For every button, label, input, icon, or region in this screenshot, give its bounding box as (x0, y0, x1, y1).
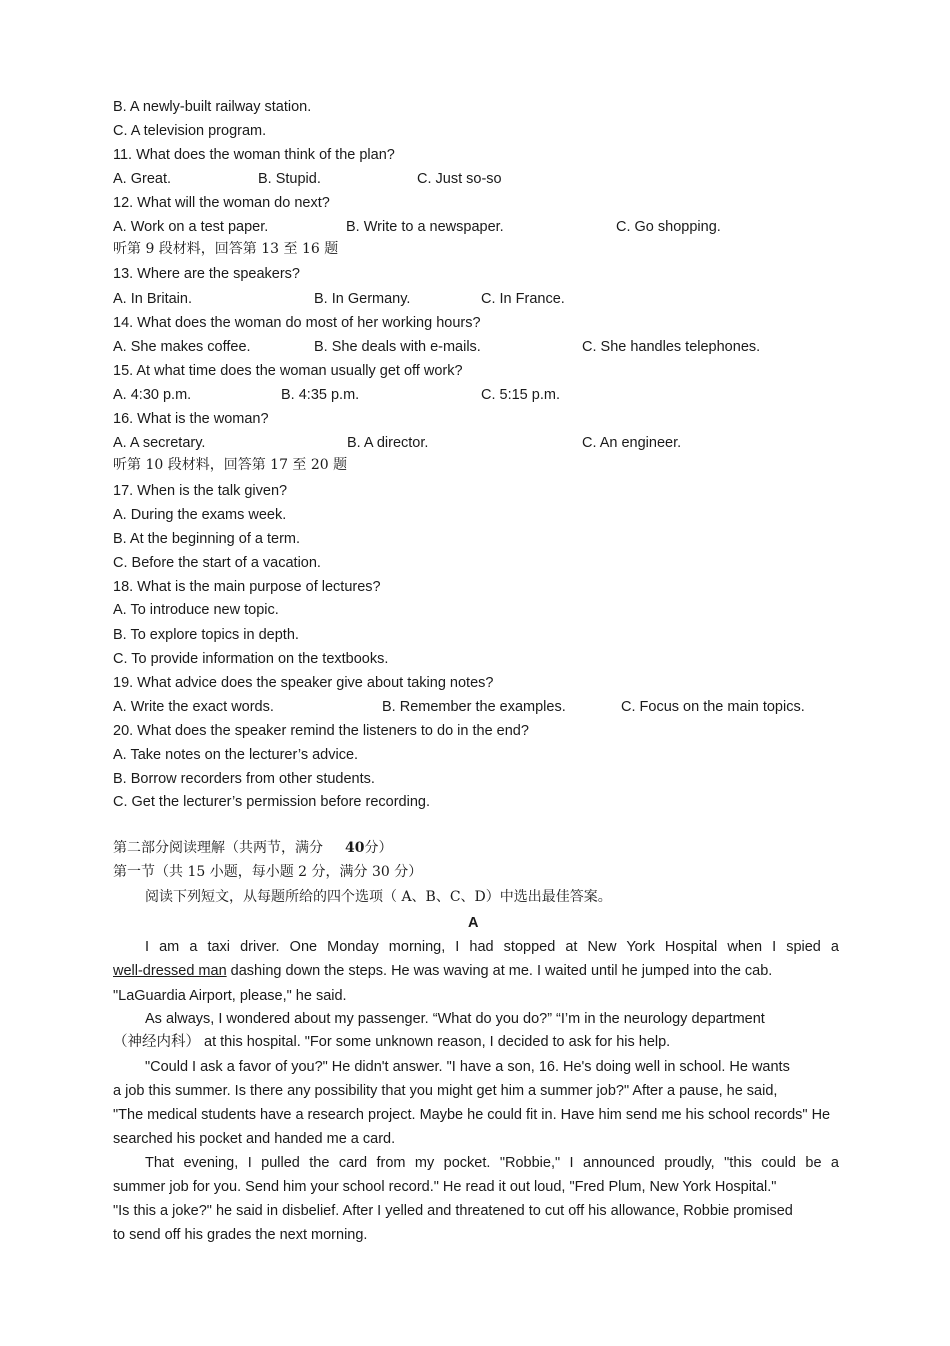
q14-option-b: B. She deals with e-mails. (314, 339, 481, 355)
passage-p2-line1: As always, I wondered about my passenger. “What do you do?” “I’m in the neurology department (145, 1011, 765, 1027)
q16-option-b: B. A director. (347, 435, 429, 451)
q18-option-c: C. To provide information on the textbooks. (113, 651, 389, 667)
q18-question: 18. What is the main purpose of lectures? (113, 579, 381, 595)
passage-p1-line2-rest: dashing down the steps. He was waving at me. I waited until he jumped into the cab. (226, 963, 773, 979)
passage-p4-line1: That evening, I pulled the card from my pocket. "Robbie," I announced proudly, "this could be a (145, 1155, 839, 1171)
q16-option-a: A. A secretary. (113, 435, 206, 451)
q20-option-b: B. Borrow recorders from other students. (113, 771, 375, 787)
q13-option-a: A. In Britain. (113, 291, 192, 307)
q18-option-a: A. To introduce new topic. (113, 602, 279, 618)
q15-option-c: C. 5:15 p.m. (481, 387, 560, 403)
passage-p3-line4: searched his pocket and handed me a card. (113, 1131, 396, 1147)
q12-option-c: C. Go shopping. (616, 219, 721, 235)
q17-option-c: C. Before the start of a vacation. (113, 555, 321, 571)
part-2-heading (113, 839, 392, 857)
passage-p3-line3: "The medical students have a research project. Maybe he could fit in. Have him send me his school records" He (113, 1107, 831, 1123)
passage-p4-line4: to send off his grades the next morning. (113, 1227, 368, 1243)
section-1-heading: 第一节（共 15 小题，每小题 2 分，满分 30 分） (113, 864, 423, 880)
section-9-heading: 听第 9 段材料，回答第 13 至 16 题 (113, 241, 339, 257)
q13-option-c: C. In France. (481, 291, 565, 307)
q12-question: 12. What will the woman do next? (113, 195, 330, 211)
q19-option-b: B. Remember the examples. (382, 699, 566, 715)
q13-option-b: B. In Germany. (314, 291, 411, 307)
q19-option-c: C. Focus on the main topics. (621, 699, 805, 715)
passage-p4-line3: "Is this a joke?" he said in disbelief. After I yelled and threatened to cut off his allowance, Robbie promised (113, 1203, 793, 1219)
q11-question: 11. What does the woman think of the plan? (113, 147, 395, 163)
q19-question: 19. What advice does the speaker give about taking notes? (113, 675, 494, 691)
q13-question: 13. Where are the speakers? (113, 266, 300, 282)
q12-option-b: B. Write to a newspaper. (346, 219, 504, 235)
reading-instruction: 阅读下列短文，从每题所给的四个选项（ A、B、C、D）中选出最佳答案。 (145, 889, 612, 905)
passage-p3-line1: "Could I ask a favor of you?" He didn't answer. "I have a son, 16. He's doing well in school. He wants (145, 1059, 790, 1075)
q17-question: 17. When is the talk given? (113, 483, 288, 499)
q10-option-b: B. A newly-built railway station. (113, 99, 312, 115)
q20-question: 20. What does the speaker remind the listeners to do in the end? (113, 723, 529, 739)
q14-option-c: C. She handles telephones. (582, 339, 761, 355)
q20-option-c: C. Get the lecturer’s permission before recording. (113, 794, 430, 810)
passage-p4-line2: summer job for you. Send him your school record." He read it out loud, "Fred Plum, New York Hospital." (113, 1179, 777, 1195)
q11-option-a: A. Great. (113, 171, 172, 187)
q17-option-a: A. During the exams week. (113, 507, 287, 523)
q18-option-b: B. To explore topics in depth. (113, 627, 299, 643)
passage-p3-line2: a job this summer. Is there any possibility that you might get him a summer job?" After a pause, he said, (113, 1083, 778, 1099)
q11-option-b: B. Stupid. (258, 171, 321, 187)
q14-option-a: A. She makes coffee. (113, 339, 251, 355)
q16-option-c: C. An engineer. (582, 435, 682, 451)
passage-p2-line2: （神经内科） at this hospital. "For some unknown reason, I decided to ask for his help. (113, 1034, 671, 1050)
passage-p1-line2 (113, 962, 772, 980)
q10-option-c: C. A television program. (113, 123, 267, 139)
part-2-score: 40 (345, 840, 365, 856)
q15-option-a: A. 4:30 p.m. (113, 387, 192, 403)
q15-question: 15. At what time does the woman usually get off work? (113, 363, 463, 379)
q14-question: 14. What does the woman do most of her working hours? (113, 315, 481, 331)
q17-option-b: B. At the beginning of a term. (113, 531, 301, 547)
passage-p1-line3: "LaGuardia Airport, please," he said. (113, 988, 347, 1004)
q15-option-b: B. 4:35 p.m. (281, 387, 360, 403)
part-2-title: 第二部分阅读理解（共两节，满分 (113, 840, 323, 856)
q12-option-a: A. Work on a test paper. (113, 219, 269, 235)
q11-option-c: C. Just so-so (417, 171, 502, 187)
passage-label: A (468, 915, 479, 931)
q16-question: 16. What is the woman? (113, 411, 269, 427)
underlined-phrase: well-dressed man (113, 963, 227, 979)
q20-option-a: A. Take notes on the lecturer’s advice. (113, 747, 359, 763)
q19-option-a: A. Write the exact words. (113, 699, 274, 715)
passage-p1-line1: I am a taxi driver. One Monday morning, I had stopped at New York Hospital when I spied a (145, 939, 839, 955)
part-2-tail: 分） (364, 840, 393, 856)
section-10-heading: 听第 10 段材料，回答第 17 至 20 题 (113, 457, 348, 473)
